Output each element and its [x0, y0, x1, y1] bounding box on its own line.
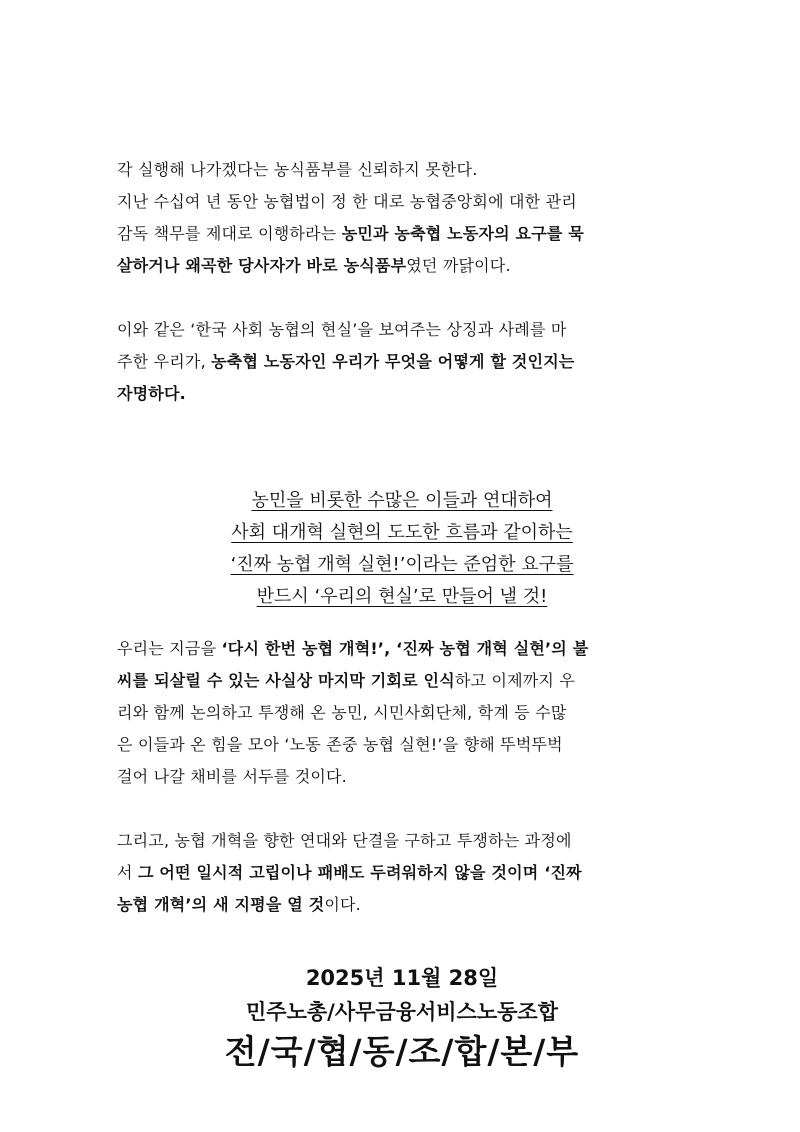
p3-line-2-bold: 씨를 되살릴 수 있는 사실상 마지막 기회로 인식: [117, 671, 455, 690]
signature-organization: 전/국/협/동/조/합/본/부: [224, 1032, 580, 1071]
paragraph-2: [117, 314, 687, 410]
p3-line-3: 리와 함께 논의하고 투쟁해 온 농민, 시민사회단체, 학계 등 수많: [117, 703, 567, 722]
p3-line-1-bold: ‘다시 한번 농협 개혁!’, ‘진짜 농협 개혁 실현’의 불: [221, 639, 589, 658]
p3-line-2: [117, 665, 687, 697]
p1-line-4: [117, 250, 687, 282]
p3-line-2-text: 하고 이제까지 우: [454, 671, 576, 690]
p1-line-3-text: 감독 책무를 제대로 이행하라는: [117, 224, 342, 243]
signature-union: 민주노총/사무금융서비스노동조합: [246, 1000, 558, 1024]
p1-line-4-bold: 살하거나 왜곡한 당사자가 바로 농식품부: [117, 256, 407, 275]
paragraph-4: [117, 825, 687, 921]
p4-line-1: 그리고, 농협 개혁을 향한 연대와 단결을 구하고 투쟁하는 과정에: [117, 831, 572, 850]
slogan-line-3: ‘진짜 농협 개혁 실현!’이라는 준엄한 요구를: [230, 554, 574, 575]
p4-line-2-bold: 그 어떤 일시적 고립이나 패배도 두려워하지 않을 것이며 ‘진짜: [137, 863, 582, 882]
slogan-line-4: 반드시 ‘우리의 현실’로 만들어 낼 것!: [256, 586, 548, 607]
p3-line-1: [117, 633, 687, 665]
signature-block: [117, 961, 687, 1075]
p3-line-4: 은 이들과 온 힘을 모아 ‘노동 존중 농협 실현!’을 향해 뚜벅뚜벅: [117, 735, 563, 754]
signature-date: 2025년 11월 28일: [305, 966, 499, 990]
p1-line-1: 각 실행해 나가겠다는 농식품부를 신뢰하지 못한다.: [117, 160, 478, 179]
p1-line-2: 지난 수십여 년 동안 농협법이 정 한 대로 농협중앙회에 대한 관리: [117, 192, 577, 211]
p2-line-3-bold: 자명하다.: [117, 384, 186, 403]
p2-line-1: 이와 같은 ‘한국 사회 농협의 현실’을 보여주는 상징과 사례를 마: [117, 320, 567, 339]
p2-line-2: [117, 346, 687, 378]
p1-line-3-bold: 농민과 농축협 노동자의 요구를 묵: [341, 224, 584, 243]
slogan-block: [117, 485, 687, 613]
p3-line-1-text: 우리는 지금을: [117, 639, 222, 658]
p4-line-2: [117, 857, 687, 889]
p1-line-4-text: 였던 까닭이다.: [406, 256, 511, 275]
p4-line-3-bold: 농협 개혁’의 새 지평을 열 것: [117, 895, 325, 914]
p4-line-3: [117, 889, 687, 921]
p4-line-3-text: 이다.: [324, 895, 361, 914]
paragraph-3: [117, 633, 687, 793]
document-body: [117, 154, 687, 1075]
p2-line-3: [117, 378, 687, 410]
p2-line-2-text: 주한 우리가,: [117, 352, 212, 371]
p4-line-2-text: 서: [117, 863, 138, 882]
p3-line-5: 걸어 나갈 채비를 서두를 것이다.: [117, 767, 347, 786]
paragraph-1: [117, 154, 687, 282]
p1-line-3: [117, 218, 687, 250]
p2-line-2-bold: 농축협 노동자인 우리가 무엇을 어떻게 할 것인지는: [211, 352, 575, 371]
slogan-line-1: 농민을 비롯한 수많은 이들과 연대하여: [251, 490, 553, 511]
slogan-line-2: 사회 대개혁 실현의 도도한 흐름과 같이하는: [231, 522, 573, 543]
